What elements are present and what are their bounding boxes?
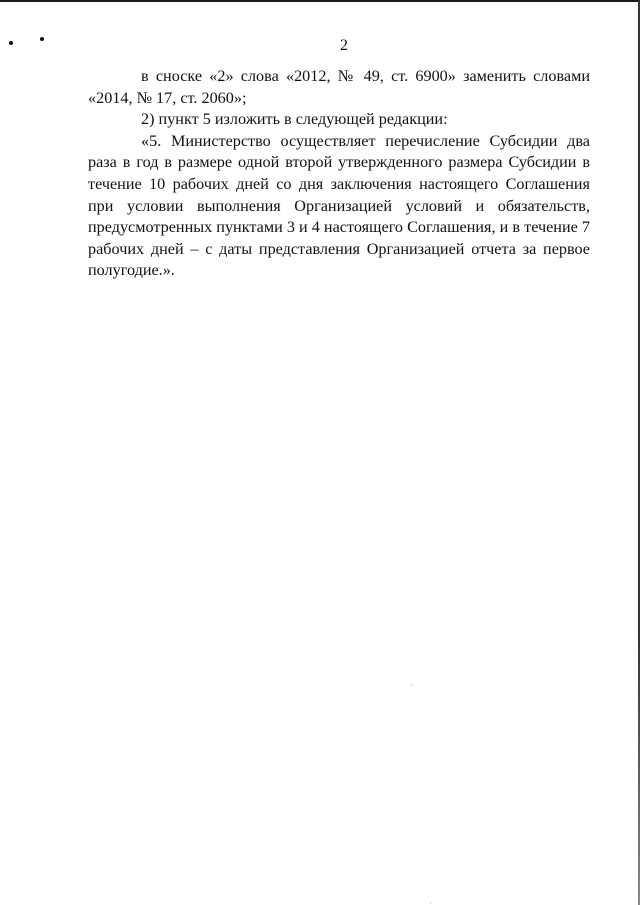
paragraph-point-5: «5. Министерство осуществляет перечисление Субсидии два раза в год в размере одной второй утвержденного размера Субсидии в течение 10 рабочих дней со дня заключения настоящего Соглашения при условии выполнения Организацией условий и обязательств, предусмотренных пунктами 3 и 4 настоящего Соглашения, и в течение 7 рабочих дней – с даты представления Организацией отчета за первое полугодие.». [88, 131, 590, 280]
scan-speck [430, 902, 431, 904]
scan-speck [411, 684, 412, 686]
page-number: 2 [340, 37, 348, 54]
scan-top-edge [0, 0, 640, 2]
paragraph-footnote-amendment: в сноске «2» слова «2012, № 49, ст. 6900» заменить словами «2014, № 17, ст. 2060»; [88, 67, 590, 107]
document-body [88, 66, 590, 282]
paragraph-item-2: 2) пункт 5 изложить в следующей редакции: [141, 110, 448, 129]
